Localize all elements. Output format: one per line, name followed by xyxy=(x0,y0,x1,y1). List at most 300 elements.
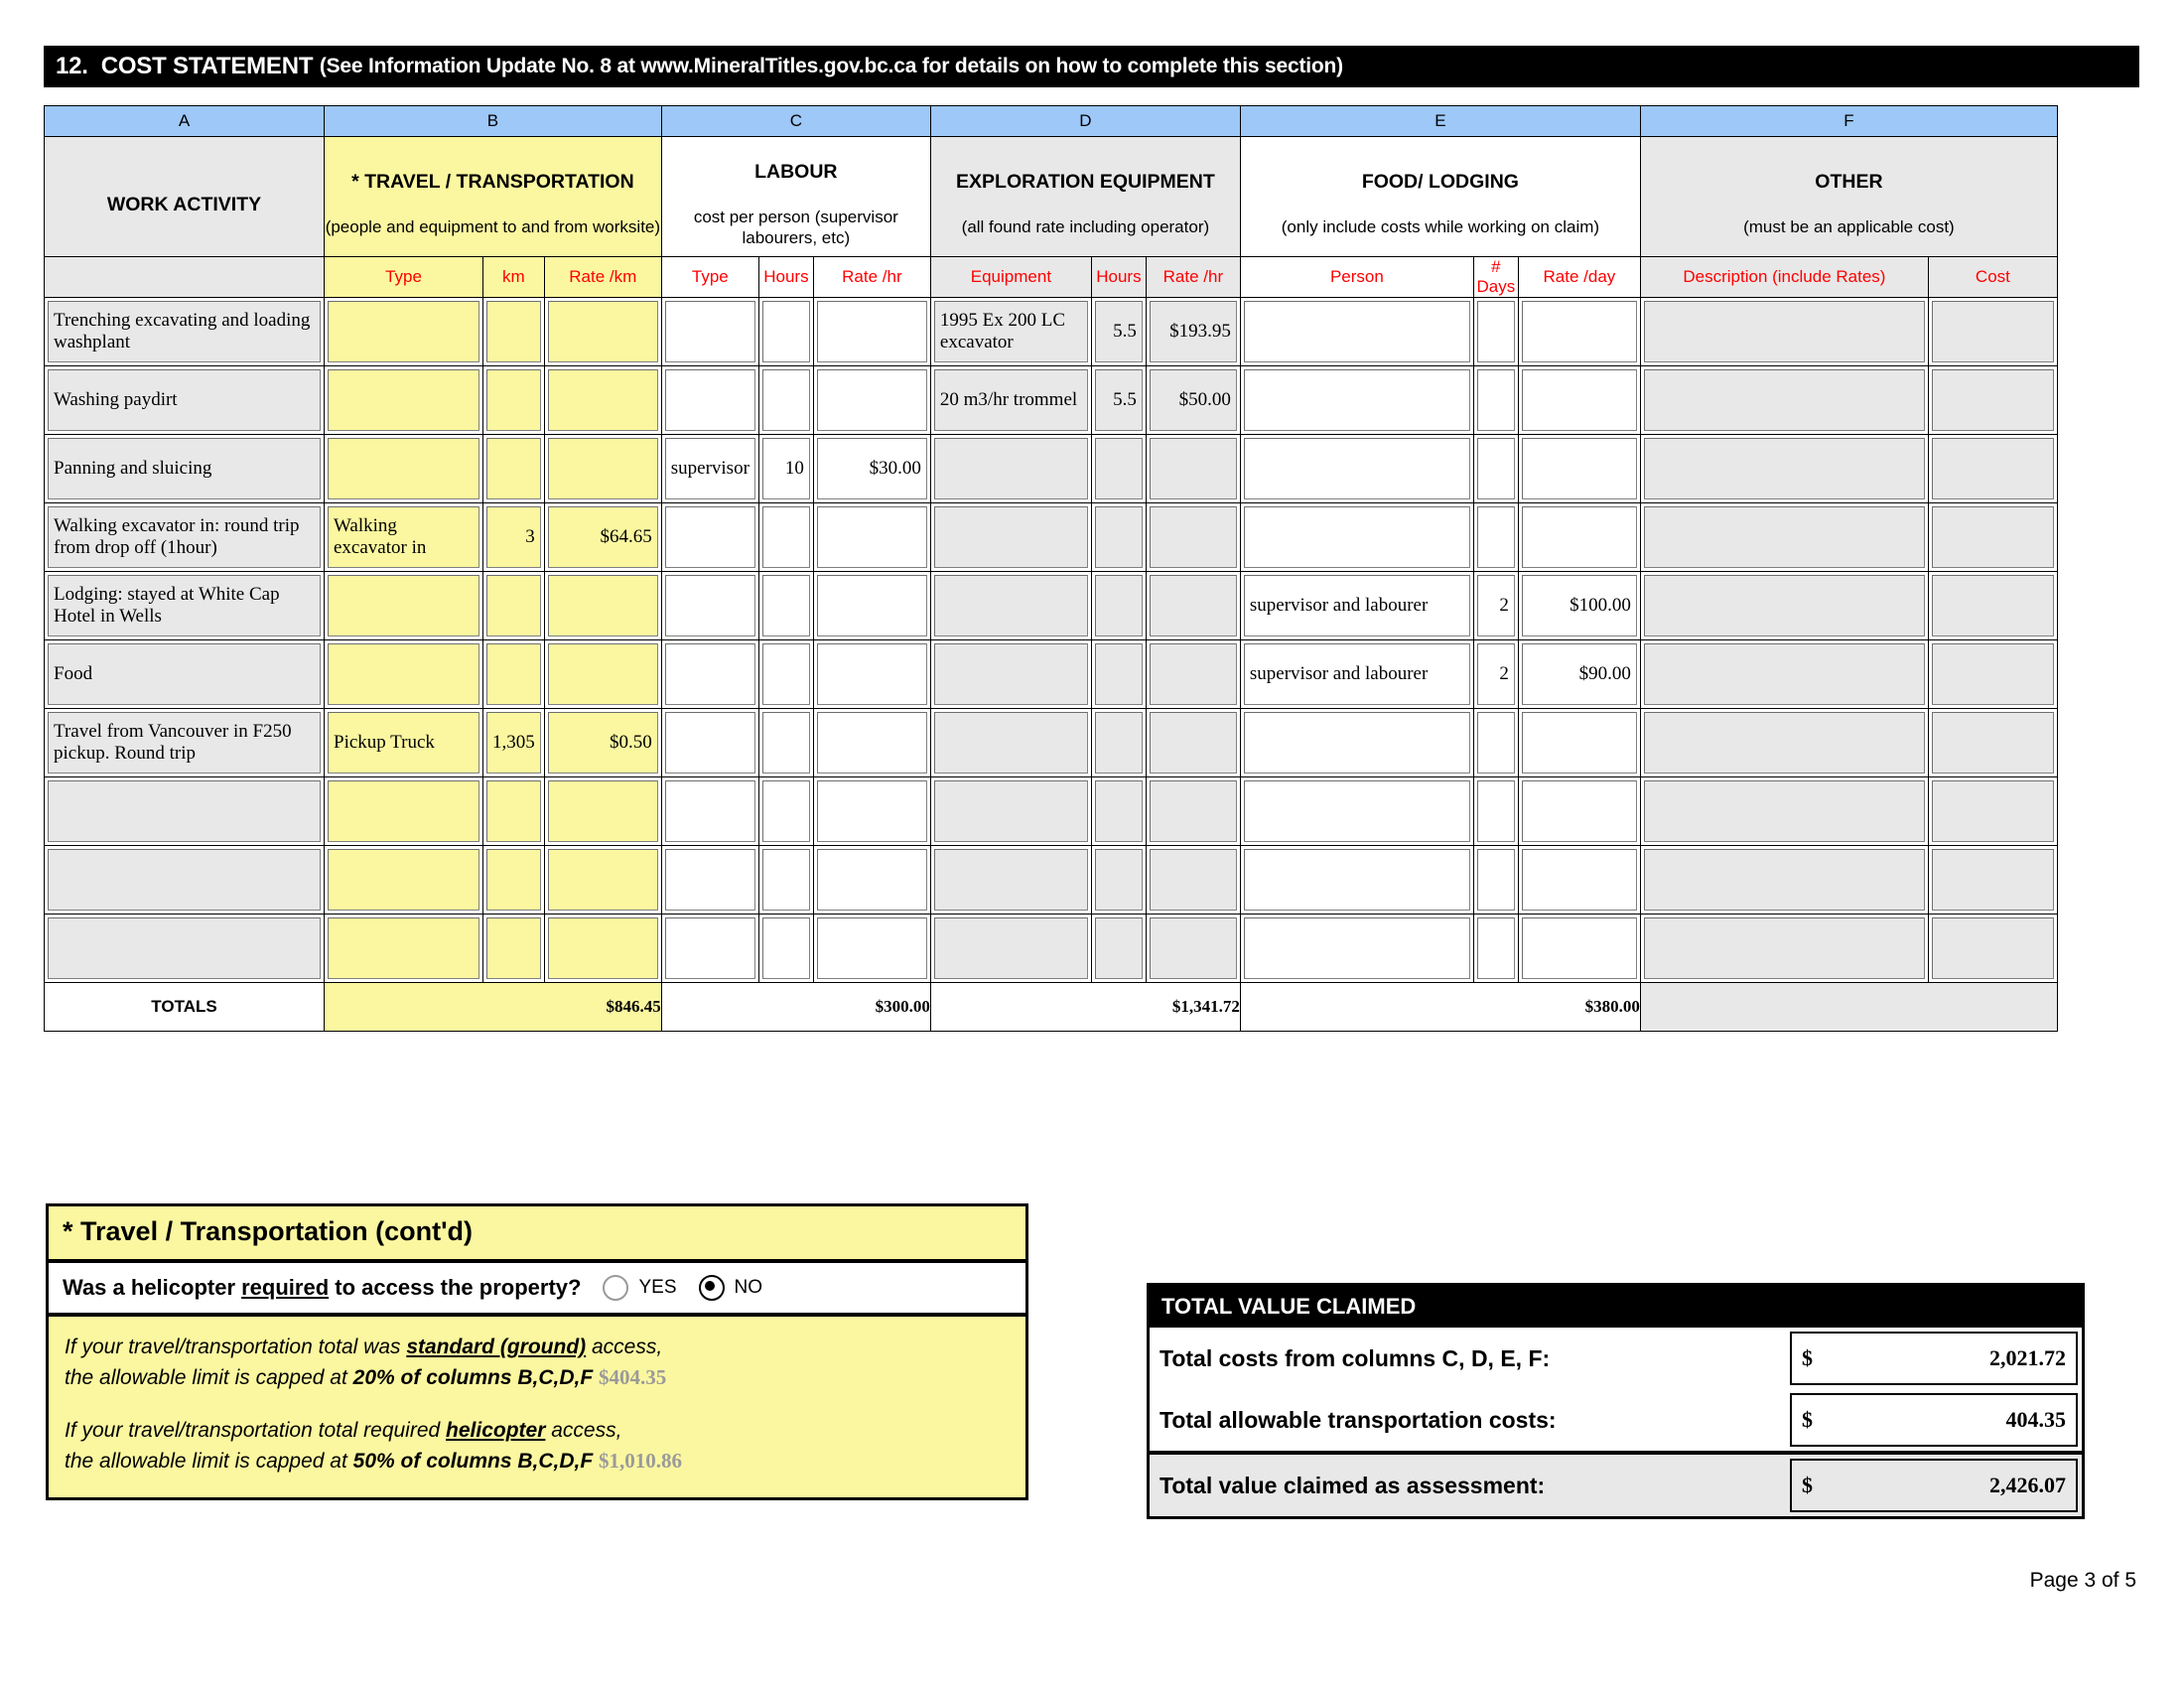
cell-input[interactable] xyxy=(1932,575,2054,636)
cell-d-hours[interactable] xyxy=(1091,709,1146,777)
cell-c-hours[interactable] xyxy=(758,640,813,709)
cell-e-rate-day[interactable] xyxy=(1518,846,1640,914)
cell-f-description[interactable] xyxy=(1640,640,1928,709)
cell-c-hours[interactable] xyxy=(758,503,813,572)
cell-input[interactable]: $64.65 xyxy=(548,506,658,568)
cell-activity[interactable] xyxy=(45,777,325,846)
cell-d-rate-hr[interactable] xyxy=(1146,709,1240,777)
cell-e-person[interactable] xyxy=(1240,777,1473,846)
cell-b-rate-km[interactable] xyxy=(544,572,661,640)
cell-input[interactable] xyxy=(1644,506,1925,568)
cell-f-description[interactable] xyxy=(1640,366,1928,435)
cell-input[interactable] xyxy=(486,643,541,705)
cell-d-equipment[interactable] xyxy=(930,366,1091,435)
cell-input[interactable] xyxy=(1644,575,1925,636)
cell-d-equipment[interactable] xyxy=(930,914,1091,983)
cell-c-type[interactable] xyxy=(661,640,758,709)
cell-f-description[interactable] xyxy=(1640,298,1928,366)
cell-input[interactable] xyxy=(1095,917,1143,979)
cell-input[interactable] xyxy=(486,301,541,362)
cell-input[interactable] xyxy=(1644,438,1925,499)
cell-input[interactable] xyxy=(1095,712,1143,774)
cell-input[interactable] xyxy=(1150,643,1237,705)
cell-input[interactable] xyxy=(1644,643,1925,705)
cell-e-rate-day[interactable] xyxy=(1518,503,1640,572)
cell-b-rate-km[interactable] xyxy=(544,640,661,709)
cell-input[interactable] xyxy=(1150,575,1237,636)
cell-b-rate-km[interactable] xyxy=(544,298,661,366)
cell-input[interactable] xyxy=(665,849,755,911)
cell-d-hours[interactable] xyxy=(1091,435,1146,503)
cell-e-days[interactable] xyxy=(1473,914,1518,983)
cell-input[interactable]: 5.5 xyxy=(1095,369,1143,431)
cell-input[interactable]: $90.00 xyxy=(1522,643,1637,705)
cell-input[interactable] xyxy=(1095,849,1143,911)
cell-input[interactable] xyxy=(762,369,810,431)
cell-input[interactable] xyxy=(934,849,1088,911)
cell-b-km[interactable] xyxy=(483,777,545,846)
cell-b-type[interactable] xyxy=(325,846,483,914)
cell-input[interactable] xyxy=(762,849,810,911)
cell-input[interactable] xyxy=(1932,438,2054,499)
cell-input[interactable] xyxy=(1095,575,1143,636)
cell-d-hours[interactable] xyxy=(1091,503,1146,572)
cell-input[interactable]: 3 xyxy=(486,506,541,568)
cell-f-cost[interactable] xyxy=(1928,846,2057,914)
cell-input[interactable] xyxy=(1244,917,1470,979)
cell-d-equipment[interactable] xyxy=(930,709,1091,777)
tvc-row-valuebox[interactable] xyxy=(1790,1393,2078,1447)
cell-input[interactable] xyxy=(1644,780,1925,842)
cell-input[interactable] xyxy=(328,917,479,979)
cell-f-description[interactable] xyxy=(1640,709,1928,777)
cell-c-type[interactable] xyxy=(661,846,758,914)
cell-d-hours[interactable] xyxy=(1091,846,1146,914)
cell-input[interactable]: $0.50 xyxy=(548,712,658,774)
cell-c-rate-hr[interactable] xyxy=(813,709,930,777)
cell-input[interactable]: $100.00 xyxy=(1522,575,1637,636)
cell-input[interactable] xyxy=(934,643,1088,705)
cell-e-person[interactable] xyxy=(1240,503,1473,572)
cell-input[interactable] xyxy=(1522,301,1637,362)
cell-c-rate-hr[interactable] xyxy=(813,777,930,846)
cell-e-days[interactable] xyxy=(1473,298,1518,366)
cell-d-equipment[interactable] xyxy=(930,435,1091,503)
tvc-row-valuebox[interactable] xyxy=(1790,1459,2078,1512)
cell-input[interactable] xyxy=(934,575,1088,636)
cell-d-hours[interactable] xyxy=(1091,914,1146,983)
cell-b-type[interactable] xyxy=(325,366,483,435)
cell-input[interactable]: supervisor and labourer xyxy=(1244,575,1470,636)
cell-d-equipment[interactable] xyxy=(930,846,1091,914)
cell-f-cost[interactable] xyxy=(1928,572,2057,640)
cell-d-rate-hr[interactable] xyxy=(1146,777,1240,846)
cell-input[interactable] xyxy=(934,438,1088,499)
cell-input[interactable]: supervisor xyxy=(665,438,755,499)
cell-input[interactable] xyxy=(548,575,658,636)
cell-d-hours[interactable] xyxy=(1091,777,1146,846)
cell-input[interactable] xyxy=(1522,780,1637,842)
cell-input[interactable] xyxy=(548,301,658,362)
cell-b-type[interactable] xyxy=(325,777,483,846)
cell-d-rate-hr[interactable] xyxy=(1146,572,1240,640)
cell-input[interactable] xyxy=(548,438,658,499)
cell-activity[interactable] xyxy=(45,572,325,640)
cell-e-rate-day[interactable] xyxy=(1518,709,1640,777)
cell-c-hours[interactable] xyxy=(758,366,813,435)
cell-b-type[interactable] xyxy=(325,709,483,777)
cell-input[interactable] xyxy=(548,849,658,911)
cell-c-type[interactable] xyxy=(661,777,758,846)
cell-input[interactable] xyxy=(1095,780,1143,842)
cell-f-description[interactable] xyxy=(1640,777,1928,846)
cell-c-type[interactable] xyxy=(661,572,758,640)
cell-b-type[interactable] xyxy=(325,435,483,503)
cell-input[interactable] xyxy=(1644,301,1925,362)
cell-e-person[interactable] xyxy=(1240,914,1473,983)
cell-input[interactable] xyxy=(1522,917,1637,979)
cell-input[interactable] xyxy=(1522,506,1637,568)
cell-c-rate-hr[interactable] xyxy=(813,435,930,503)
cell-input[interactable]: $30.00 xyxy=(817,438,927,499)
cell-input[interactable] xyxy=(1477,506,1515,568)
cell-f-cost[interactable] xyxy=(1928,914,2057,983)
cell-f-description[interactable] xyxy=(1640,503,1928,572)
cell-b-km[interactable] xyxy=(483,366,545,435)
cell-d-hours[interactable] xyxy=(1091,298,1146,366)
cell-input[interactable] xyxy=(665,506,755,568)
cell-input[interactable]: Walking excavator in xyxy=(328,506,479,568)
cell-d-equipment[interactable] xyxy=(930,572,1091,640)
cell-input[interactable] xyxy=(328,849,479,911)
cell-input[interactable] xyxy=(328,369,479,431)
cell-b-km[interactable] xyxy=(483,640,545,709)
cell-input[interactable] xyxy=(1244,438,1470,499)
cell-activity[interactable] xyxy=(45,298,325,366)
cell-input[interactable] xyxy=(1477,712,1515,774)
cell-input[interactable] xyxy=(1095,643,1143,705)
cell-input[interactable] xyxy=(1932,369,2054,431)
cell-e-person[interactable] xyxy=(1240,366,1473,435)
cell-input[interactable]: 1995 Ex 200 LC excavator xyxy=(934,301,1088,362)
cell-e-rate-day[interactable] xyxy=(1518,366,1640,435)
cell-d-hours[interactable] xyxy=(1091,366,1146,435)
cell-f-cost[interactable] xyxy=(1928,503,2057,572)
cell-b-km[interactable] xyxy=(483,298,545,366)
cell-input[interactable]: Lodging: stayed at White Cap Hotel in Wells xyxy=(48,575,321,636)
cell-e-days[interactable] xyxy=(1473,366,1518,435)
cell-input[interactable] xyxy=(934,917,1088,979)
cell-activity[interactable] xyxy=(45,914,325,983)
cell-input[interactable] xyxy=(548,917,658,979)
cell-b-rate-km[interactable] xyxy=(544,435,661,503)
cell-input[interactable]: 1,305 xyxy=(486,712,541,774)
cell-activity[interactable] xyxy=(45,503,325,572)
cell-input[interactable] xyxy=(1932,643,2054,705)
cell-activity[interactable] xyxy=(45,366,325,435)
cell-b-km[interactable] xyxy=(483,503,545,572)
cell-b-type[interactable] xyxy=(325,298,483,366)
cell-input[interactable] xyxy=(1932,917,2054,979)
cell-input[interactable]: 2 xyxy=(1477,575,1515,636)
cell-b-type[interactable] xyxy=(325,914,483,983)
cell-input[interactable] xyxy=(1095,438,1143,499)
cell-input[interactable] xyxy=(762,506,810,568)
cell-input[interactable] xyxy=(328,438,479,499)
cell-b-type[interactable] xyxy=(325,640,483,709)
cell-c-type[interactable] xyxy=(661,435,758,503)
cell-b-rate-km[interactable] xyxy=(544,503,661,572)
cell-f-description[interactable] xyxy=(1640,435,1928,503)
cell-input[interactable] xyxy=(762,301,810,362)
cell-input[interactable] xyxy=(665,712,755,774)
cell-b-km[interactable] xyxy=(483,572,545,640)
cell-input[interactable] xyxy=(817,780,927,842)
cell-input[interactable] xyxy=(1932,301,2054,362)
cell-input[interactable] xyxy=(665,780,755,842)
cell-d-equipment[interactable] xyxy=(930,503,1091,572)
cell-input[interactable] xyxy=(486,438,541,499)
cell-b-km[interactable] xyxy=(483,709,545,777)
cell-b-km[interactable] xyxy=(483,846,545,914)
cell-e-days[interactable] xyxy=(1473,572,1518,640)
cell-input[interactable] xyxy=(48,849,321,911)
cell-input[interactable] xyxy=(817,849,927,911)
cell-c-hours[interactable] xyxy=(758,298,813,366)
cell-e-rate-day[interactable] xyxy=(1518,298,1640,366)
cell-f-cost[interactable] xyxy=(1928,298,2057,366)
cell-b-km[interactable] xyxy=(483,914,545,983)
cell-e-person[interactable] xyxy=(1240,572,1473,640)
cell-e-rate-day[interactable] xyxy=(1518,777,1640,846)
cell-input[interactable] xyxy=(1244,301,1470,362)
cell-input[interactable] xyxy=(1644,917,1925,979)
cell-input[interactable] xyxy=(817,369,927,431)
cell-b-rate-km[interactable] xyxy=(544,366,661,435)
cell-input[interactable] xyxy=(934,506,1088,568)
cell-e-person[interactable] xyxy=(1240,298,1473,366)
cell-input[interactable]: 5.5 xyxy=(1095,301,1143,362)
cell-input[interactable] xyxy=(1150,712,1237,774)
cell-input[interactable]: Trenching excavating and loading washplant xyxy=(48,301,321,362)
cell-b-rate-km[interactable] xyxy=(544,914,661,983)
cell-input[interactable] xyxy=(328,301,479,362)
cell-f-description[interactable] xyxy=(1640,846,1928,914)
cell-c-rate-hr[interactable] xyxy=(813,572,930,640)
cell-input[interactable] xyxy=(486,780,541,842)
cell-c-rate-hr[interactable] xyxy=(813,846,930,914)
cell-c-rate-hr[interactable] xyxy=(813,914,930,983)
cell-e-days[interactable] xyxy=(1473,503,1518,572)
cell-input[interactable]: Pickup Truck xyxy=(328,712,479,774)
cell-e-person[interactable] xyxy=(1240,435,1473,503)
cell-c-type[interactable] xyxy=(661,709,758,777)
cell-input[interactable] xyxy=(328,575,479,636)
cell-e-person[interactable] xyxy=(1240,709,1473,777)
cell-input[interactable] xyxy=(1477,849,1515,911)
cell-c-type[interactable] xyxy=(661,366,758,435)
cell-c-type[interactable] xyxy=(661,298,758,366)
cell-c-rate-hr[interactable] xyxy=(813,298,930,366)
cell-input[interactable]: Walking excavator in: round trip from drop off (1hour) xyxy=(48,506,321,568)
cell-activity[interactable] xyxy=(45,846,325,914)
cell-input[interactable] xyxy=(1522,438,1637,499)
cell-input[interactable] xyxy=(1477,369,1515,431)
cell-c-hours[interactable] xyxy=(758,777,813,846)
cell-f-cost[interactable] xyxy=(1928,709,2057,777)
cell-input[interactable] xyxy=(328,643,479,705)
cell-input[interactable] xyxy=(1932,712,2054,774)
cell-d-rate-hr[interactable] xyxy=(1146,640,1240,709)
cell-f-description[interactable] xyxy=(1640,914,1928,983)
cell-input[interactable] xyxy=(486,369,541,431)
cell-c-hours[interactable] xyxy=(758,914,813,983)
cell-input[interactable] xyxy=(548,780,658,842)
cell-input[interactable] xyxy=(486,575,541,636)
cell-e-rate-day[interactable] xyxy=(1518,435,1640,503)
cell-input[interactable] xyxy=(762,780,810,842)
cell-e-days[interactable] xyxy=(1473,709,1518,777)
cell-input[interactable] xyxy=(1150,917,1237,979)
cell-b-rate-km[interactable] xyxy=(544,846,661,914)
cell-d-equipment[interactable] xyxy=(930,640,1091,709)
cell-input[interactable] xyxy=(1244,506,1470,568)
cell-input[interactable] xyxy=(817,506,927,568)
cell-e-days[interactable] xyxy=(1473,777,1518,846)
cell-input[interactable] xyxy=(1522,712,1637,774)
cell-activity[interactable] xyxy=(45,640,325,709)
cell-input[interactable] xyxy=(817,643,927,705)
cell-input[interactable] xyxy=(548,643,658,705)
cell-input[interactable] xyxy=(762,712,810,774)
cell-e-person[interactable] xyxy=(1240,640,1473,709)
cell-input[interactable] xyxy=(665,643,755,705)
cell-input[interactable] xyxy=(762,643,810,705)
cell-b-rate-km[interactable] xyxy=(544,709,661,777)
cell-input[interactable] xyxy=(665,369,755,431)
cell-e-days[interactable] xyxy=(1473,846,1518,914)
cell-input[interactable] xyxy=(48,917,321,979)
cell-b-type[interactable] xyxy=(325,503,483,572)
cell-input[interactable] xyxy=(48,780,321,842)
cell-input[interactable] xyxy=(1644,712,1925,774)
radio-yes[interactable] xyxy=(603,1275,628,1301)
radio-no[interactable] xyxy=(699,1275,725,1301)
cell-c-hours[interactable] xyxy=(758,435,813,503)
cell-d-rate-hr[interactable] xyxy=(1146,435,1240,503)
cell-c-type[interactable] xyxy=(661,914,758,983)
cell-input[interactable]: Panning and sluicing xyxy=(48,438,321,499)
cell-input[interactable]: supervisor and labourer xyxy=(1244,643,1470,705)
cell-f-cost[interactable] xyxy=(1928,435,2057,503)
cell-input[interactable] xyxy=(1932,849,2054,911)
cell-e-rate-day[interactable] xyxy=(1518,572,1640,640)
cell-input[interactable] xyxy=(665,575,755,636)
cell-input[interactable] xyxy=(1932,506,2054,568)
cell-c-rate-hr[interactable] xyxy=(813,640,930,709)
cell-activity[interactable] xyxy=(45,709,325,777)
cell-e-rate-day[interactable] xyxy=(1518,640,1640,709)
cell-input[interactable]: 20 m3/hr trommel xyxy=(934,369,1088,431)
cell-c-rate-hr[interactable] xyxy=(813,503,930,572)
cell-b-type[interactable] xyxy=(325,572,483,640)
cell-input[interactable] xyxy=(1095,506,1143,568)
cell-input[interactable] xyxy=(1150,506,1237,568)
cell-d-rate-hr[interactable] xyxy=(1146,298,1240,366)
cell-input[interactable] xyxy=(1150,849,1237,911)
cell-d-rate-hr[interactable] xyxy=(1146,366,1240,435)
cell-input[interactable] xyxy=(817,917,927,979)
cell-input[interactable] xyxy=(1244,780,1470,842)
cell-input[interactable] xyxy=(1932,780,2054,842)
cell-input[interactable] xyxy=(762,917,810,979)
cell-d-hours[interactable] xyxy=(1091,640,1146,709)
cell-input[interactable]: Travel from Vancouver in F250 pickup. Round trip xyxy=(48,712,321,774)
cell-input[interactable] xyxy=(762,575,810,636)
cell-input[interactable] xyxy=(1244,712,1470,774)
cell-input[interactable] xyxy=(1644,369,1925,431)
cell-input[interactable] xyxy=(665,917,755,979)
cell-input[interactable] xyxy=(328,780,479,842)
cell-input[interactable]: $50.00 xyxy=(1150,369,1237,431)
cell-b-rate-km[interactable] xyxy=(544,777,661,846)
cell-input[interactable] xyxy=(1522,849,1637,911)
cell-input[interactable]: Washing paydirt xyxy=(48,369,321,431)
cell-d-hours[interactable] xyxy=(1091,572,1146,640)
cell-input[interactable] xyxy=(486,849,541,911)
cell-input[interactable] xyxy=(1244,849,1470,911)
cell-input[interactable] xyxy=(1644,849,1925,911)
cell-input[interactable]: 2 xyxy=(1477,643,1515,705)
cell-c-rate-hr[interactable] xyxy=(813,366,930,435)
cell-activity[interactable] xyxy=(45,435,325,503)
cell-d-equipment[interactable] xyxy=(930,777,1091,846)
cell-d-rate-hr[interactable] xyxy=(1146,846,1240,914)
cell-c-hours[interactable] xyxy=(758,846,813,914)
cell-input[interactable] xyxy=(934,712,1088,774)
cell-f-cost[interactable] xyxy=(1928,366,2057,435)
tvc-row-valuebox[interactable] xyxy=(1790,1332,2078,1385)
cell-input[interactable] xyxy=(1522,369,1637,431)
cell-input[interactable]: $193.95 xyxy=(1150,301,1237,362)
cell-input[interactable] xyxy=(486,917,541,979)
cell-input[interactable] xyxy=(1477,438,1515,499)
cell-e-rate-day[interactable] xyxy=(1518,914,1640,983)
cell-input[interactable] xyxy=(817,575,927,636)
cell-c-type[interactable] xyxy=(661,503,758,572)
cell-e-days[interactable] xyxy=(1473,435,1518,503)
cell-input[interactable] xyxy=(1477,301,1515,362)
cell-d-rate-hr[interactable] xyxy=(1146,914,1240,983)
cell-input[interactable] xyxy=(934,780,1088,842)
cell-f-cost[interactable] xyxy=(1928,640,2057,709)
cell-f-description[interactable] xyxy=(1640,572,1928,640)
cell-input[interactable] xyxy=(1150,438,1237,499)
cell-input[interactable] xyxy=(817,301,927,362)
cell-b-km[interactable] xyxy=(483,435,545,503)
cell-c-hours[interactable] xyxy=(758,709,813,777)
cell-input[interactable] xyxy=(817,712,927,774)
cell-e-person[interactable] xyxy=(1240,846,1473,914)
cell-input[interactable]: 10 xyxy=(762,438,810,499)
cell-d-equipment[interactable] xyxy=(930,298,1091,366)
cell-input[interactable]: Food xyxy=(48,643,321,705)
cell-f-cost[interactable] xyxy=(1928,777,2057,846)
cell-input[interactable] xyxy=(1477,780,1515,842)
cell-input[interactable] xyxy=(548,369,658,431)
cell-input[interactable] xyxy=(665,301,755,362)
cell-input[interactable] xyxy=(1477,917,1515,979)
